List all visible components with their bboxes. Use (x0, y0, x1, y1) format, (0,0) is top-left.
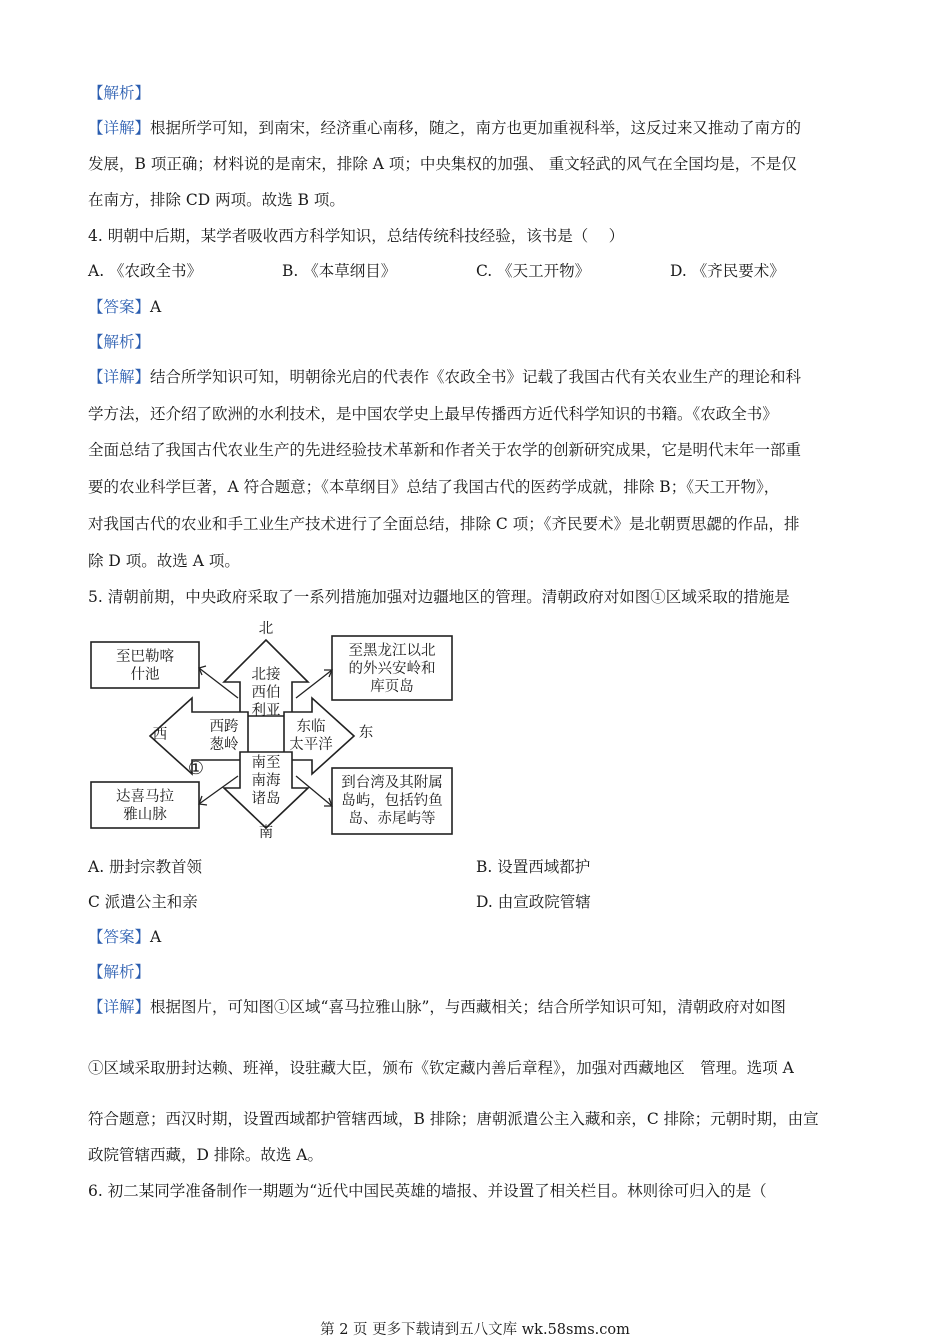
q3-detail-line-2: 发展，B 项正确；材料说的是南宋，排除 A 项；中央集权的加强、 重文轻武的风气在全国均是，不是仅 (88, 155, 797, 173)
q5-answer-tag: 【答案】 (88, 928, 151, 946)
q5-option-b: B. 设置西域都护 (476, 858, 591, 876)
q6-stem: 6. 初二某同学准备制作一期题为“近代中国民英雄的墙报、并设置了相关栏目。林则徐可归入的是（ (88, 1182, 767, 1200)
q4-answer-tag: 【答案】 (88, 298, 151, 316)
q3-detail-line-1: 【详解】根据所学可知，到南宋，经济重心南移，随之，南方也更加重视科举，这反过来又推动了南方的 (88, 119, 802, 137)
arrow-south-text: 南至 南海 诸岛 (251, 755, 281, 807)
q4-detail-line-1: 【详解】结合所学知识可知，明朝徐光启的代表作《农政全书》记载了我国古代有关农业生产的理论和科 (88, 368, 802, 386)
direction-south: 南 (258, 825, 274, 841)
q3-analysis-tag: 【解析】 (88, 84, 151, 102)
q5-detail-line-2: ①区域采取册封达赖、班禅，设驻藏大臣，颁布《钦定藏内善后章程》，加强对西藏地区 管理。选项 A (88, 1059, 794, 1077)
q4-answer-value: A (150, 298, 162, 316)
arrow-east-text: 东临 太平洋 (289, 719, 333, 753)
box-sw-text: 达喜马拉 雅山脉 (116, 789, 174, 823)
q4-detail-line-6: 除 D 项。故选 A 项。 (88, 552, 240, 570)
q5-detail-line-1: 【详解】根据图片，可知图①区域“喜马拉雅山脉”，与西藏相关；结合所学知识可知，清朝政府对如图 (88, 998, 786, 1016)
q5-option-d: D. 由宣政院管辖 (476, 893, 591, 911)
box-ne-text: 至黑龙江以北 的外兴安岭和 库页岛 (348, 643, 436, 695)
arrow-west-text: 西跨 葱岭 (209, 719, 239, 753)
q5-detail-line-3: 符合题意；西汉时期，设置西域都护管辖西域，B 排除；唐朝派遣公主入藏和亲，C 排除；元朝时期，由宣 (88, 1110, 819, 1128)
box-nw-text: 至巴勒喀 什池 (116, 649, 174, 683)
box-se-text: 到台湾及其附属 岛屿，包括钓鱼 岛、赤尾屿等 (341, 775, 443, 827)
q5-option-a: A. 册封宗教首领 (88, 858, 203, 876)
page-footer: 第 2 页 更多下载请到五八文库 wk.58sms.com (320, 1322, 630, 1338)
q5-detail-tag: 【详解】 (88, 998, 151, 1016)
q4-analysis-tag: 【解析】 (88, 333, 151, 351)
q4-option-b: B. 《本草纲目》 (282, 262, 397, 280)
q3-detail-line-3: 在南方，排除 CD 两项。故选 B 项。 (88, 191, 345, 209)
q4-detail-tag: 【详解】 (88, 368, 151, 386)
territory-diagram (88, 618, 468, 844)
arrow-north-text: 北接 西伯 利亚 (251, 667, 281, 719)
q5-answer (88, 926, 161, 948)
direction-north: 北 (258, 621, 274, 637)
q4-stem: 4. 明朝中后期，某学者吸收西方科学知识，总结传统科技经验，该书是（ ） (88, 227, 625, 245)
q4-detail-line-2: 学方法，还介绍了欧洲的水利技术，是中国农学史上最早传播西方近代科学知识的书籍。《农政全书》 (88, 405, 778, 423)
q4-answer (88, 296, 161, 318)
q3-detail-tag: 【详解】 (88, 119, 151, 137)
q4-detail-line-5: 对我国古代的农业和手工业生产技术进行了全面总结，排除 C 项；《齐民要术》是北朝贾思勰的作品，排 (88, 515, 800, 533)
q5-analysis-tag: 【解析】 (88, 963, 151, 981)
region-marker-1: ① (187, 758, 205, 779)
q5-stem: 5. 清朝前期，中央政府采取了一系列措施加强对边疆地区的管理。清朝政府对如图①区域采取的措施是 (88, 588, 790, 606)
direction-west: 西 (152, 727, 168, 743)
q4-detail-line-3: 全面总结了我国古代农业生产的先进经验技术革新和作者关于农学的创新研究成果，它是明代末年一部重 (88, 441, 802, 459)
direction-east: 东 (358, 725, 374, 741)
q5-option-c: C 派遣公主和亲 (88, 893, 198, 911)
q4-detail-line-4: 要的农业科学巨著，A 符合题意；《本草纲目》总结了我国古代的医药学成就，排除 B；《天工开物》， (88, 478, 780, 496)
q4-option-a: A. 《农政全书》 (88, 262, 203, 280)
q4-option-d: D. 《齐民要术》 (670, 262, 785, 280)
q4-option-c: C. 《天工开物》 (476, 262, 591, 280)
q5-answer-value: A (150, 928, 162, 946)
q5-detail-line-4: 政院管辖西藏，D 排除。故选 A。 (88, 1146, 323, 1164)
